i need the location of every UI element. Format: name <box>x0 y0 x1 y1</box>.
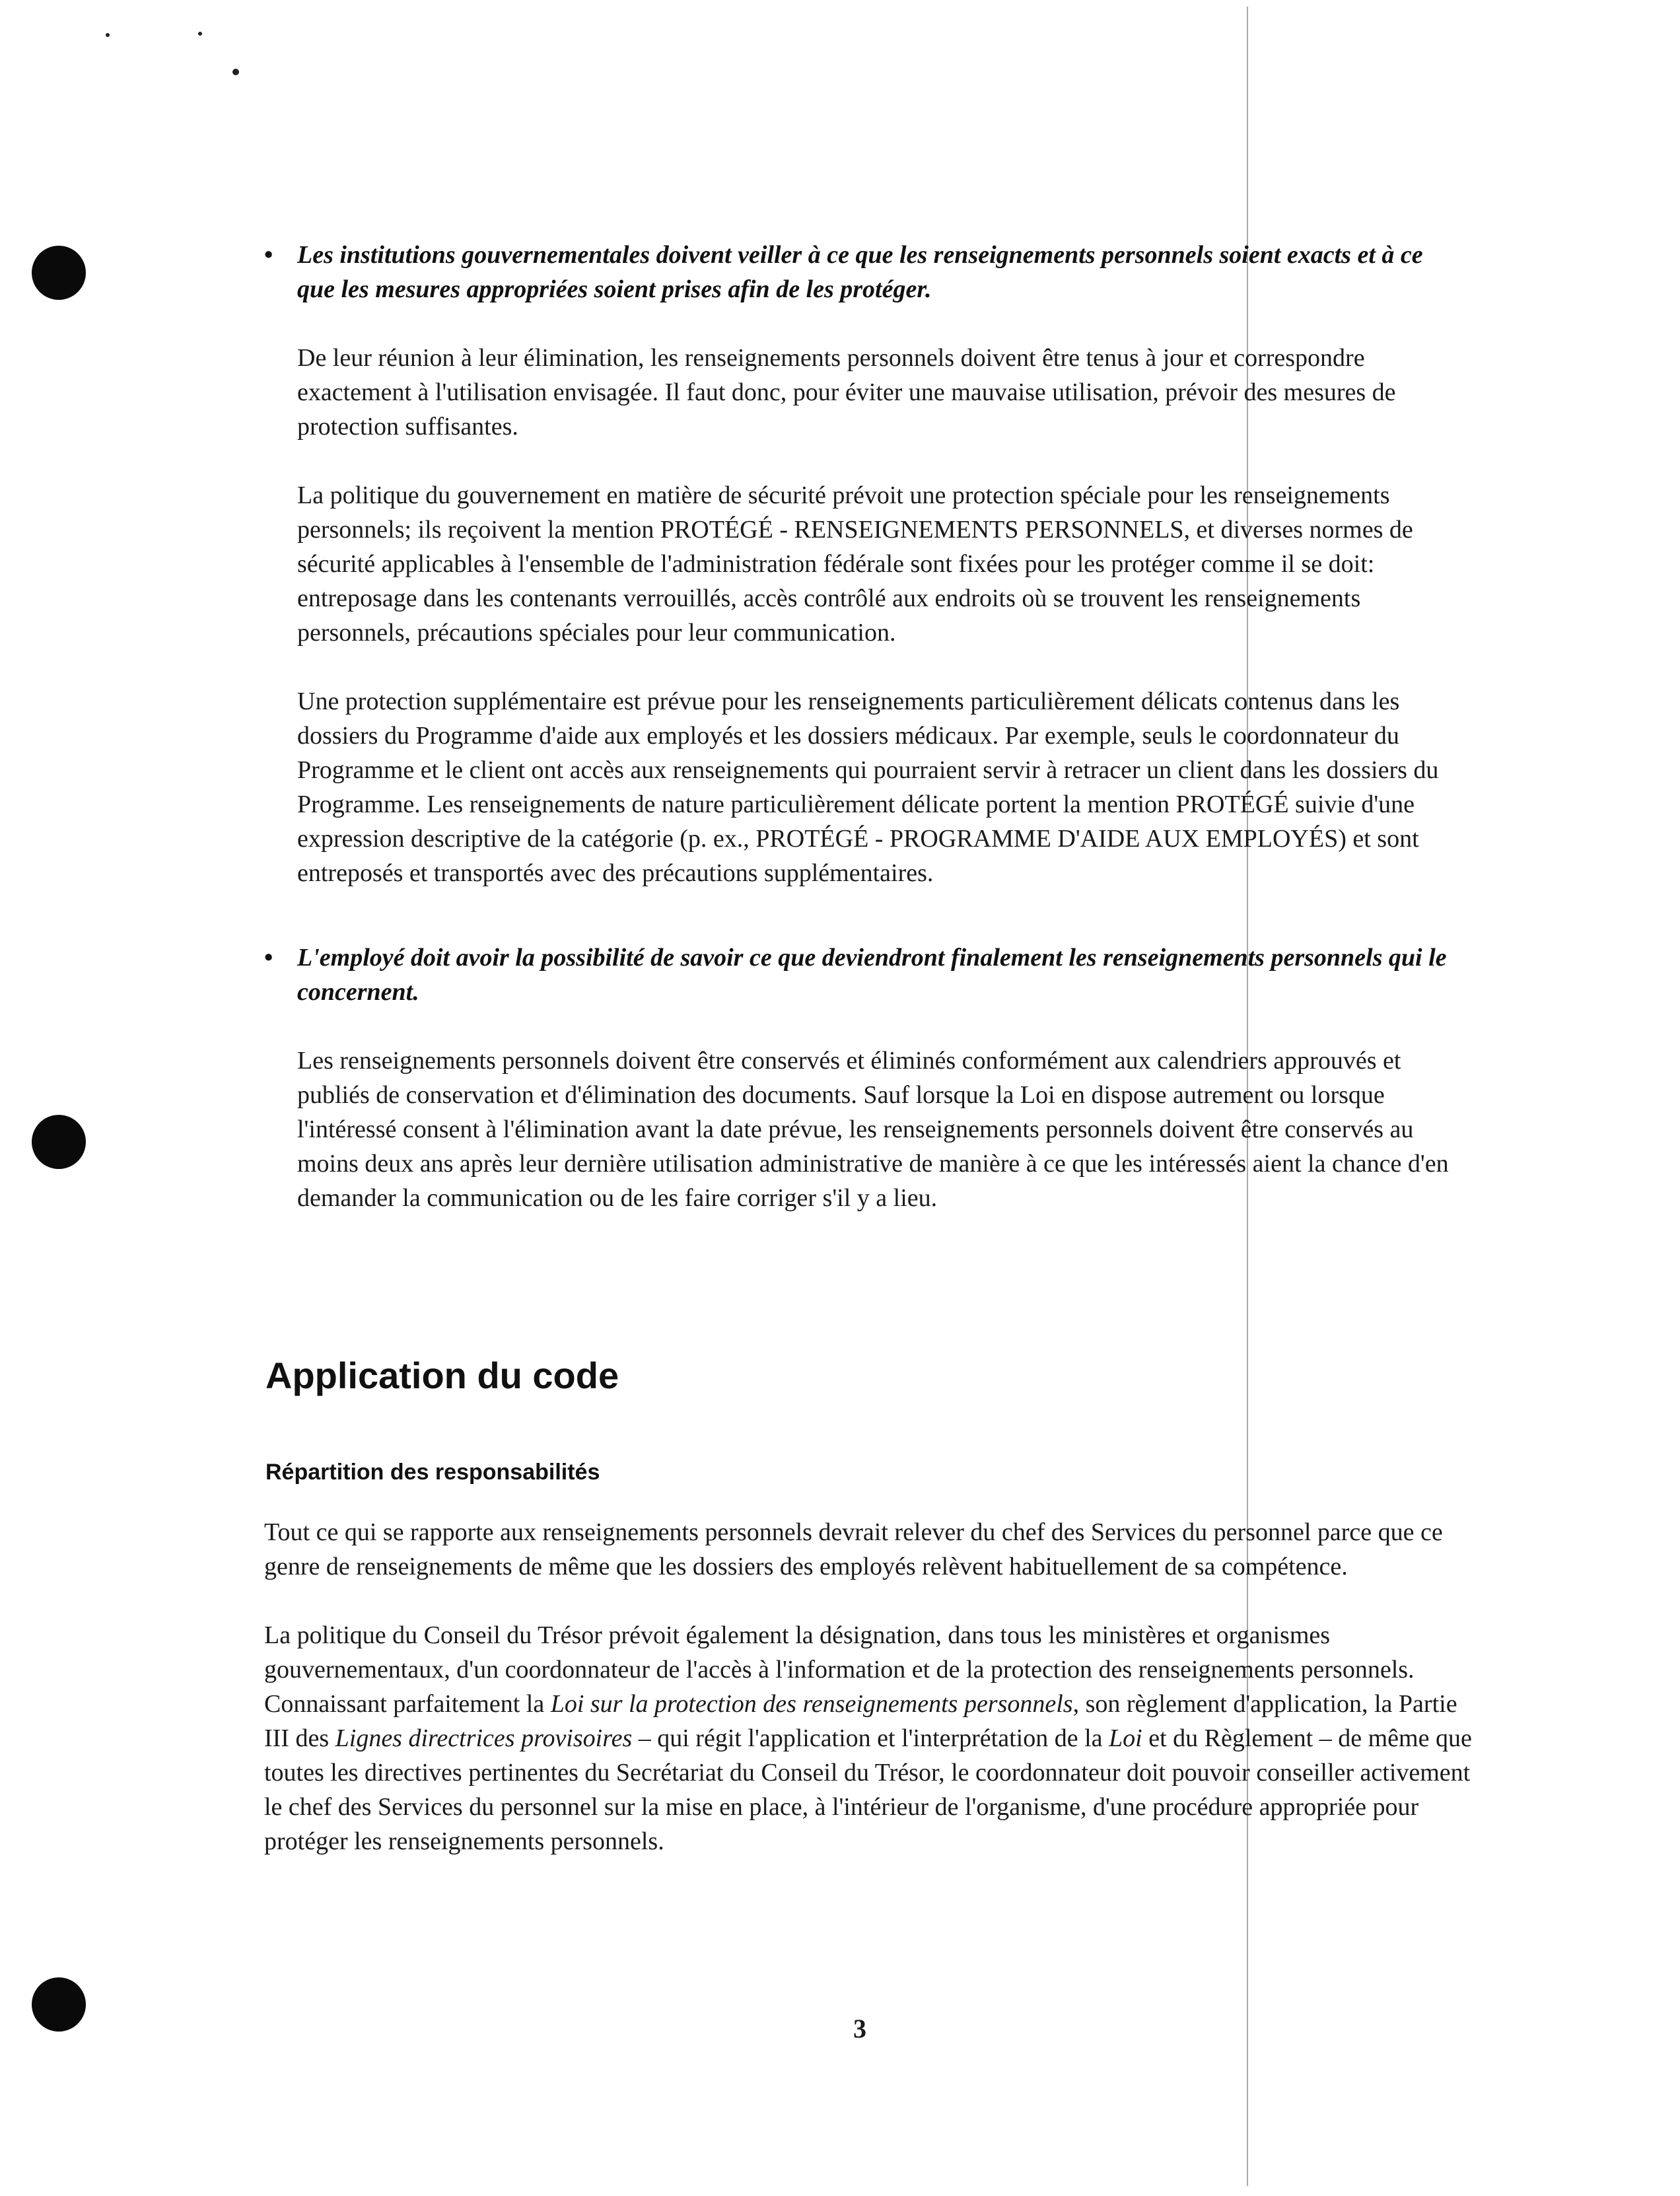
text-run: – qui régit l'application et l'interprétation de la <box>632 1724 1109 1752</box>
document-body <box>264 238 1461 1240</box>
punch-hole-top <box>32 246 86 300</box>
bullet-glyph: • <box>264 944 273 972</box>
bullet-point-1 <box>264 238 1461 306</box>
scan-speck <box>198 32 202 36</box>
text-run: et du Règlement – de même que toutes les directives pertinentes du Secrétariat du Conseil du Trésor, le coordonnateur doit pouvoir conseiller activement le chef des Services du personnel sur la mise en place, à l'intérieur de l'organisme, d'une procédure appropriée pour protéger les renseignements personnels. <box>264 1724 1472 1855</box>
bullet-glyph: • <box>264 241 273 269</box>
paragraph: De leur réunion à leur élimination, les renseignements personnels doivent être tenus à jour et correspondre exactement à l'utilisation envisagée. Il faut donc, pour éviter une mauvaise utilisation, prévoir des mesures de protection suffisantes. <box>297 344 1396 441</box>
scan-speck <box>232 69 239 75</box>
law-title: Loi sur la protection des renseignements personnels <box>550 1690 1073 1718</box>
text-run: La politique du Conseil du Trésor prévoit également la désignation, dans tous les ministères et organismes gouvernementaux, d'un coordonnateur de l'accès à l'information et de la protection des renseignements personnels. Connaissant parfaitement la <box>264 1621 1415 1718</box>
subheading: Répartition des responsabilités <box>265 1460 600 1485</box>
guidelines-title: Lignes directrices provisoires <box>335 1724 633 1752</box>
page-number: 3 <box>853 2014 866 2043</box>
paragraph: La politique du gouvernement en matière de sécurité prévoit une protection spéciale pour les renseignements personnels; ils reçoivent la mention PROTÉGÉ - RENSEIGNEMENTS PERSONNELS, et diverses normes de sécurité applicables à l'ensemble de l'administration fédérale sont fixées pour les protéger comme il se doit: entreposage dans les contenants verrouillés, accès contrôlé aux endroits où se trouvent les renseignements personnels, précautions spéciales pour leur communication. <box>297 481 1413 647</box>
scan-speck <box>106 33 110 37</box>
text-run: , son règlement d'application, la Partie III des <box>264 1690 1457 1752</box>
section-heading: Application du code <box>265 1355 619 1396</box>
paragraph: Une protection supplémentaire est prévue pour les renseignements particulièrement délicats contenus dans les dossiers du Programme d'aide aux employés et les dossiers médicaux. Par exemple, seuls le coordonnateur du Programme et le client ont accès aux renseignements qui pourraient servir à retracer un client dans les dossiers du Programme. Les renseignements de nature particulièrement délicate portent la mention PROTÉGÉ suivie d'une expression descriptive de la catégorie (p. ex., PROTÉGÉ - PROGRAMME D'AIDE AUX EMPLOYÉS) et sont entreposés et transportés avec des précautions supplémentaires. <box>297 688 1439 887</box>
bullet-text: L'employé doit avoir la possibilité de savoir ce que deviendront finalement les renseignements personnels qui le concernent. <box>297 944 1447 1006</box>
law-short-title: Loi <box>1109 1724 1142 1752</box>
punch-hole-bottom <box>32 1977 86 2032</box>
paragraph: Tout ce qui se rapporte aux renseignements personnels devrait relever du chef des Services du personnel parce que ce genre de renseignements de même que les dossiers des employés relèvent habituellement de sa compétence. <box>264 1518 1443 1580</box>
bullet-text: Les institutions gouvernementales doivent veiller à ce que les renseignements personnels soient exacts et à ce que les mesures appropriées soient prises afin de les protéger. <box>297 241 1423 303</box>
paragraph: Les renseignements personnels doivent être conservés et éliminés conformément aux calendriers approuvés et publiés de conservation et d'élimination des documents. Sauf lorsque la Loi en dispose autrement ou lorsque l'intéressé consent à l'élimination avant la date prévue, les renseignements personnels doivent être conservés au moins deux ans après leur dernière utilisation administrative de manière à ce que les intéressés aient la chance d'en demander la communication ou de les faire corriger s'il y a lieu. <box>297 1047 1449 1212</box>
paragraph <box>264 1618 1479 1859</box>
bullet-point-2 <box>264 940 1461 1009</box>
section-body <box>264 1515 1479 1884</box>
punch-hole-middle <box>32 1115 86 1169</box>
